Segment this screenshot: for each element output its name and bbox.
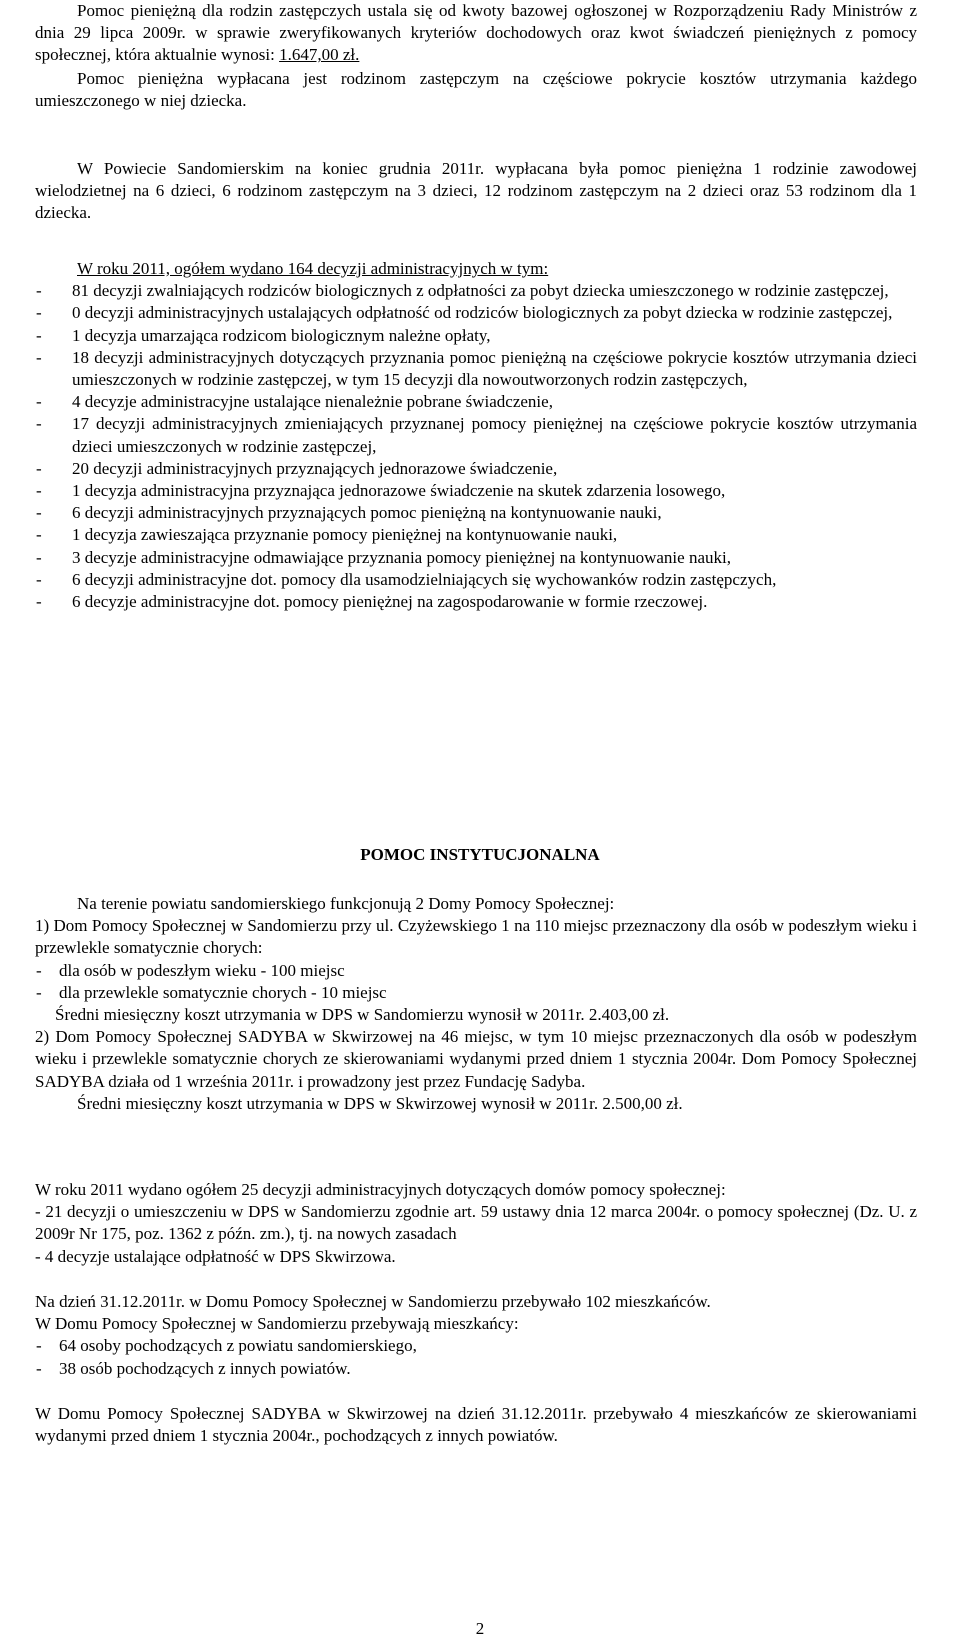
residents-list — [35, 1335, 917, 1379]
sadyba-residents-text: W Domu Pomocy Społecznej SADYBA w Skwirzowej na dzień 31.12.2011r. przebywało 4 mieszkańców ze skierowaniami wydanymi przed dniem 1 stycznia 2004r., pochodzących z innych powiatów. — [35, 1404, 917, 1446]
base-amount-text: Pomoc pieniężną dla rodzin zastępczych ustala się od kwoty bazowej ogłoszonej w Rozporządzeniu Rady Ministrów z dnia 29 lipca 2009r. w sprawie zweryfikowanych kryteriów dochodowych oraz kwot świadczeń pieniężnych z pomocy społecznej, która aktualnie wynosi: — [35, 1, 917, 65]
list-item: - 0 decyzji administracyjnych ustalających odpłatność od rodziców biologicznych za pobyt dziecka w rodzinie zastępczej, — [35, 302, 917, 324]
decisions-intro: W roku 2011, ogółem wydano 164 decyzji administracyjnych w tym: — [77, 259, 549, 278]
dps-decisions-sandomierz: - 21 decyzji o umieszczeniu w DPS w Sandomierzu zgodnie art. 59 ustawy dnia 12 marca 2004r. o pomocy społecznej (Dz. U. z 2009r Nr 175, poz. 1362 z późn. zm.), tj. na nowych zasadach — [35, 1202, 917, 1244]
decisions-section — [35, 258, 917, 613]
residents-intro: W Domu Pomocy Społecznej w Sandomierzu przebywają mieszkańcy: — [35, 1314, 519, 1334]
sadyba-residents — [35, 1403, 917, 1447]
dps-decisions-skwirzowa: - 4 decyzje ustalające odpłatność w DPS Skwirzowa. — [35, 1246, 396, 1266]
base-amount-value: 1.647,00 zł. — [279, 45, 360, 65]
list-item: - 20 decyzji administracyjnych przyznających jednorazowe świadczenie, — [35, 458, 917, 480]
dps-sadyba-cost: Średni miesięczny koszt utrzymania w DPS w Skwirzowej wynosił w 2011r. 2.500,00 zł. — [77, 1093, 683, 1113]
dps-sandomierz-cost: Średni miesięczny koszt utrzymania w DPS w Sandomierzu wynosił w 2011r. 2.403,00 zł. — [55, 1005, 670, 1025]
paragraph-families — [35, 158, 917, 225]
dps-decisions-section — [35, 1179, 917, 1268]
list-item: - dla osób w podeszłym wieku - 100 miejsc — [35, 960, 917, 982]
residents-section — [35, 1291, 917, 1380]
list-item: - 1 decyzja umarzająca rodzicom biologicznym należne opłaty, — [35, 325, 917, 347]
residents-total: Na dzień 31.12.2011r. w Domu Pomocy Społecznej w Sandomierzu przebywało 102 mieszkańców. — [35, 1292, 711, 1311]
dps-sadyba: 2) Dom Pomocy Społecznej SADYBA w Skwirzowej na 46 miejsc, w tym 10 miejsc przeznaczonych dla osób w podeszłym wieku i przewlekle somatycznie chorych ze skierowaniami wydanymi przed dniem 1 stycznia 2004r. Dom Pomocy Społecznej SADYBA działa od 1 września 2011r. i prowadzony jest przez Fundację Sadyba. — [35, 1027, 917, 1091]
paragraph-purpose — [35, 68, 917, 112]
list-item: - 81 decyzji zwalniających rodziców biologicznych z odpłatności za pobyt dziecka umieszczonego w rodzinie zastępczej, — [35, 280, 917, 302]
dps-intro: Na terenie powiatu sandomierskiego funkcjonują 2 Domy Pomocy Społecznej: — [77, 894, 615, 913]
dps-sandomierz: 1) Dom Pomocy Społecznej w Sandomierzu przy ul. Czyżewskiego 1 na 110 miejsc przeznaczony dla osób w podeszłym wieku i przewlekle somatycznie chorych: — [35, 916, 917, 958]
list-item: - 38 osób pochodzących z innych powiatów. — [35, 1358, 917, 1380]
families-text: W Powiecie Sandomierskim na koniec grudnia 2011r. wypłacana była pomoc pieniężna 1 rodzinie zawodowej wielodzietnej na 6 dzieci, 6 rodzinom zastępczym na 3 dzieci, 12 rodzinom zastępczym na 2 dzieci oraz 53 rodzinom dla 1 dziecka. — [35, 159, 917, 223]
list-item: - 6 decyzji administracyjne dot. pomocy dla usamodzielniających się wychowanków rodzin zastępczych, — [35, 569, 917, 591]
dps-sandomierz-places — [35, 960, 917, 1004]
list-item: - 18 decyzji administracyjnych dotyczących przyznania pomoc pieniężną na częściowe pokrycie kosztów utrzymania dzieci umieszczonych w rodzinie zastępczej, w tym 15 decyzji dla nowoutworzonych rodzin zastępczych, — [35, 347, 917, 391]
list-item: - 1 decyzja administracyjna przyznająca jednorazowe świadczenie na skutek zdarzenia losowego, — [35, 480, 917, 502]
list-item: - 17 decyzji administracyjnych zmieniających przyznanej pomocy pieniężnej na częściowe pokrycie kosztów utrzymania dzieci umieszczonych w rodzinie zastępczej, — [35, 413, 917, 457]
list-item: - 6 decyzji administracyjnych przyznających pomoc pieniężną na kontynuowanie nauki, — [35, 502, 917, 524]
list-item: - 64 osoby pochodzących z powiatu sandomierskiego, — [35, 1335, 917, 1357]
decisions-list — [35, 280, 917, 613]
list-item: - 1 decyzja zawieszająca przyznanie pomocy pieniężnej na kontynuowanie nauki, — [35, 524, 917, 546]
list-item: - dla przewlekle somatycznie chorych - 10 miejsc — [35, 982, 917, 1004]
dps-decisions-intro: W roku 2011 wydano ogółem 25 decyzji administracyjnych dotyczących domów pomocy społecznej: — [35, 1180, 726, 1199]
list-item: - 3 decyzje administracyjne odmawiające przyznania pomocy pieniężnej na kontynuowanie nauki, — [35, 547, 917, 569]
page-number: 2 — [475, 1619, 485, 1638]
section-heading: POMOC INSTYTUCJONALNA — [360, 845, 600, 864]
list-item: - 6 decyzje administracyjne dot. pomocy pieniężnej na zagospodarowanie w formie rzeczowej. — [35, 591, 917, 613]
purpose-text: Pomoc pieniężna wypłacana jest rodzinom zastępczym na częściowe pokrycie kosztów utrzymania każdego umieszczonego w niej dziecka. — [35, 69, 917, 111]
list-item: - 4 decyzje administracyjne ustalające nienależnie pobrane świadczenie, — [35, 391, 917, 413]
dps-section — [35, 893, 917, 1115]
paragraph-base-amount — [35, 0, 917, 67]
